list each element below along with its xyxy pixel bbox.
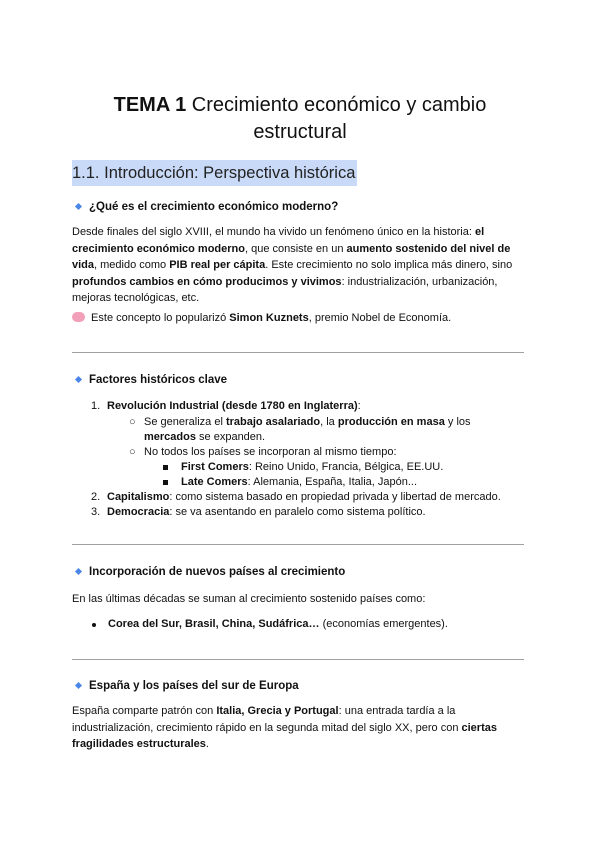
text-run: Desde finales del siglo XVIII, el mundo ha vivido un fenómeno único en la historia: [72, 226, 475, 238]
bold-text: profundos cambios en cómo producimos y vivimos [72, 275, 342, 288]
sub-sub-item-late-comers [181, 475, 417, 490]
question-2-text: Factores históricos clave [89, 374, 228, 386]
square-bullet-icon [163, 480, 168, 485]
divider-1 [72, 352, 524, 353]
bold-text: el crecimiento económico moderno [72, 226, 485, 255]
text-run: : una entrada tardía a la industrialización, crecimiento rápido en la segunda mitad del siglo XX, pero con [72, 705, 462, 734]
diamond-bullet-icon [75, 203, 82, 210]
title-rest: Crecimiento económico y cambio [186, 94, 487, 116]
paragraph-new-countries: En las últimas décadas se suman al crecimiento sostenido países como: [72, 593, 426, 605]
emerging-countries-item [108, 617, 448, 632]
text-run: España comparte patrón con [72, 705, 217, 717]
bold-text: Capitalismo [107, 491, 170, 503]
text-run: : industrialización, urbanización, mejoras tecnológicas, etc. [72, 275, 498, 304]
bold-text: Democracia [107, 506, 170, 518]
kuznets-text [88, 312, 451, 324]
list-item-2 [107, 490, 501, 505]
bold-text: Italia, Grecia y Portugal [216, 705, 339, 717]
bold-text: aumento sostenido del nivel de vida [72, 242, 511, 271]
text-run: se expanden. [195, 431, 266, 443]
divider-2 [72, 544, 524, 545]
question-1-text: ¿Qué es el crecimiento económico moderno? [89, 201, 339, 213]
document-title [90, 92, 510, 146]
sub-item-1-line2 [144, 430, 265, 445]
text-run: : Alemania, España, Italia, Japón... [247, 476, 418, 488]
list-item-1 [107, 399, 361, 414]
paragraph-intro [72, 224, 532, 307]
bullet-dot-icon [92, 623, 96, 627]
bold-text: PIB real per cápita [169, 259, 266, 271]
text-run: , que consiste en un [244, 242, 347, 255]
title-line2: estructural [253, 121, 347, 143]
question-3-text: Incorporación de nuevos países al crecimiento [89, 566, 346, 578]
question-4-text: España y los países del sur de Europa [89, 680, 299, 692]
text-run: . Este crecimiento no solo implica más dinero, sino [265, 259, 513, 271]
section-heading: 1.1. Introducción: Perspectiva histórica [72, 160, 357, 186]
text-run: Este concepto lo popularizó [88, 312, 230, 324]
text-run: No todos los países se incorporan al mismo tiempo: [144, 446, 397, 458]
text-run: Se generaliza el [144, 416, 226, 428]
text-run: : como sistema basado en propiedad privada y libertad de mercado. [169, 491, 501, 503]
list-item-3 [107, 505, 426, 520]
list-number-3: 3. [91, 506, 101, 518]
question-heading-3 [76, 564, 345, 580]
text-run: , premio Nobel de Economía. [308, 312, 452, 324]
bold-text: mercados [144, 431, 196, 443]
title-bold: TEMA 1 [113, 94, 187, 116]
question-heading-4 [76, 678, 299, 694]
diamond-bullet-icon [75, 682, 82, 689]
diamond-bullet-icon [75, 376, 82, 383]
text-run: : [357, 400, 361, 412]
bold-text: trabajo asalariado [225, 416, 321, 428]
list-number-2: 2. [91, 491, 101, 503]
bold-text: Corea del Sur, Brasil, China, Sudáfrica… [108, 618, 320, 630]
sub-item-1-line1 [144, 415, 471, 430]
bold-text: Late Comers [181, 476, 248, 488]
list-number-1: 1. [91, 400, 101, 412]
paragraph-spain [72, 703, 512, 753]
text-run: : se va asentando en paralelo como sistema político. [169, 506, 426, 518]
sub-sub-item-first-comers [181, 460, 443, 475]
circle-bullet-icon: ○ [129, 416, 136, 428]
divider-3 [72, 659, 524, 660]
text-run: . [205, 738, 209, 750]
diamond-bullet-icon [75, 568, 82, 575]
text-run: : Reino Unido, Francia, Bélgica, EE.UU. [248, 461, 444, 473]
bold-text: producción en masa [337, 416, 445, 428]
bold-text: Revolución Industrial (desde 1780 en Inglaterra) [107, 400, 358, 412]
brain-icon [72, 312, 85, 322]
square-bullet-icon [163, 465, 168, 470]
bold-text: ciertas fragilidades estructurales [72, 721, 497, 750]
bold-text: Simon Kuznets [229, 312, 309, 324]
text-run: , medido como [94, 259, 170, 271]
text-run: (economías emergentes). [319, 618, 448, 630]
text-run: , la [320, 416, 338, 428]
text-run: y los [444, 416, 471, 428]
question-heading-1 [76, 199, 338, 215]
sub-item-2 [144, 445, 397, 460]
bold-text: First Comers [181, 461, 249, 473]
question-heading-2 [76, 372, 227, 388]
circle-bullet-icon: ○ [129, 446, 136, 458]
paragraph-kuznets [72, 310, 532, 327]
